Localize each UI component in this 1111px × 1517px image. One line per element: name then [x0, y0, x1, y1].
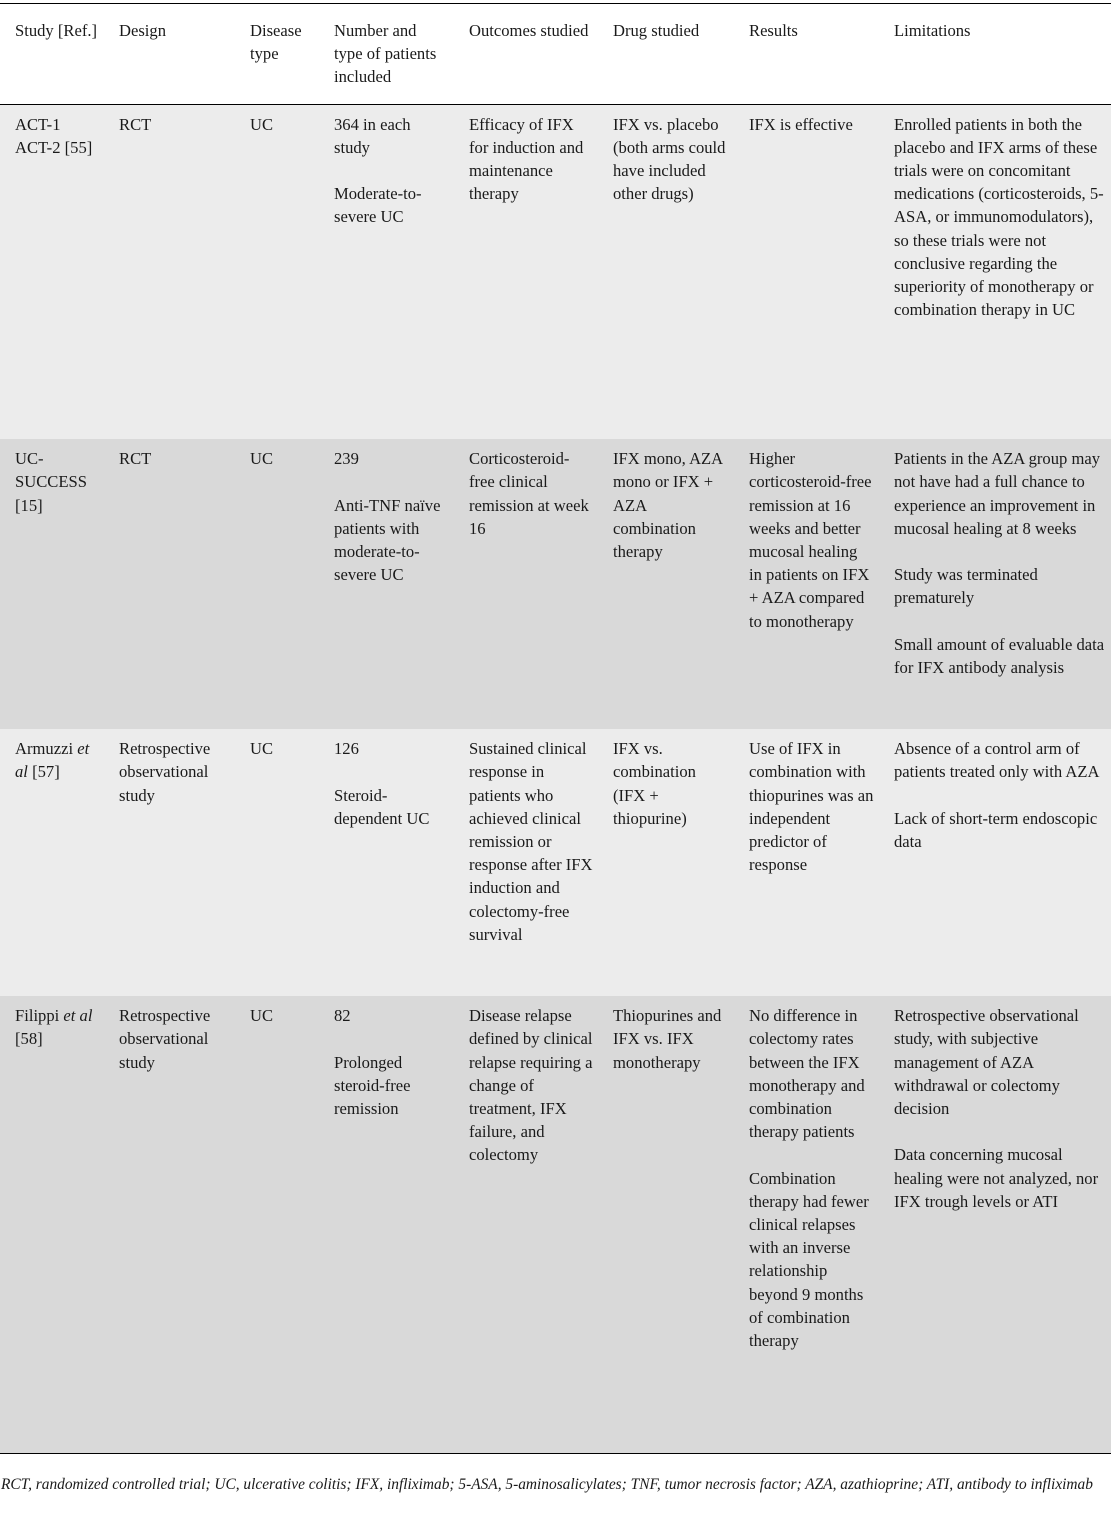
cell-design: RCT: [119, 449, 152, 469]
cell-design: RCT: [119, 114, 152, 134]
col-header-study: Study [Ref.]: [15, 21, 98, 40]
limitations-para: Lack of short-term endoscopic data: [894, 808, 1098, 851]
limitations-para: Study was terminated prematurely: [894, 565, 1038, 608]
limitations-para: Retrospective observational study, with subjective management of AZA withdrawal or colectomy decision: [894, 1006, 1079, 1118]
cell-results: [735, 104, 880, 439]
col-header-results: Results: [749, 21, 798, 40]
cell-drug: IFX vs. placebo (both arms could have included other drugs): [613, 114, 726, 204]
results-para: IFX is effective: [749, 114, 853, 134]
cell-limitations: [880, 439, 1111, 729]
cell-design: Retrospective observational study: [119, 1006, 211, 1072]
results-para: No difference in colectomy rates between the IFX monotherapy and combination therapy patients: [749, 1006, 865, 1142]
cell-patients: [320, 104, 455, 439]
cell-disease-type: UC: [250, 1006, 274, 1026]
limitations-para: Data concerning mucosal healing were not analyzed, nor IFX trough levels or ATI: [894, 1145, 1099, 1211]
studies-table: [0, 4, 1111, 1454]
patients-type: Prolonged steroid-free remission: [334, 1052, 411, 1118]
col-header-patients: Number and type of patients included: [334, 21, 437, 87]
table-row: [0, 439, 1111, 729]
patients-count: 364 in each study: [334, 114, 411, 157]
study-etal: et al: [15, 739, 90, 782]
col-header-design: Design: [119, 21, 167, 40]
cell-disease-type: UC: [250, 114, 274, 134]
cell-results: [735, 439, 880, 729]
limitations-para: Small amount of evaluable data for IFX antibody analysis: [894, 634, 1105, 677]
table-footnote: RCT, randomized controlled trial; UC, ulcerative colitis; IFX, infliximab; 5-ASA, 5-aminosalicylates; TNF, tumor necrosis factor; AZA, azathioprine; ATI, antibody to infliximab: [1, 1476, 1093, 1493]
table-row: [0, 729, 1111, 996]
results-para: Combination therapy had fewer clinical relapses with an inverse relationship beyond 9 months of combination therapy: [749, 1168, 869, 1350]
cell-outcomes: Efficacy of IFX for induction and maintenance therapy: [469, 114, 584, 204]
patients-count: 239: [334, 449, 359, 469]
cell-patients: [320, 996, 455, 1453]
cell-disease-type: UC: [250, 739, 274, 759]
study-ref: [58]: [15, 1029, 43, 1049]
patients-count: 82: [334, 1006, 351, 1026]
table-row: [0, 104, 1111, 439]
patients-type: Anti-TNF naïve patients with moderate-to-severe UC: [334, 495, 441, 585]
study-author: Filippi: [15, 1006, 60, 1026]
cell-outcomes: Disease relapse defined by clinical relapse requiring a change of treatment, IFX failure, and colectomy: [469, 1006, 593, 1165]
patients-type: Moderate-to-severe UC: [334, 184, 422, 227]
limitations-para: Absence of a control arm of patients treated only with AZA: [894, 739, 1100, 782]
cell-study: UC-SUCCESS [15]: [15, 449, 87, 515]
cell-disease-type: UC: [250, 449, 274, 469]
col-header-limitations: Limitations: [894, 21, 971, 40]
cell-design: Retrospective observational study: [119, 739, 211, 805]
patients-count: 126: [334, 739, 359, 759]
limitations-para: Enrolled patients in both the placebo and IFX arms of these trials were on concomitant medications (corticosteroids, 5-ASA, or immunomodulators), so these trials were not conclusive regarding the superiority of monotherapy or combination therapy in UC: [894, 114, 1104, 320]
limitations-para: Patients in the AZA group may not have had a full chance to experience an improvement in mucosal healing at 8 weeks: [894, 449, 1101, 538]
results-para: Higher corticosteroid-free remission at 16 weeks and better mucosal healing in patients on IFX + AZA compared to monotherapy: [749, 449, 872, 631]
cell-patients: [320, 439, 455, 729]
cell-results: [735, 996, 880, 1453]
cell-patients: [320, 729, 455, 996]
patients-type: Steroid-dependent UC: [334, 785, 430, 828]
cell-study: ACT-1 ACT-2 [55]: [15, 114, 93, 157]
cell-drug: IFX mono, AZA mono or IFX + AZA combination therapy: [613, 449, 723, 561]
cell-drug: IFX vs. combination (IFX + thiopurine): [613, 739, 696, 828]
cell-limitations: [880, 729, 1111, 996]
study-ref: [57]: [32, 762, 60, 782]
col-header-outcomes: Outcomes studied: [469, 21, 589, 40]
cell-study: [0, 996, 105, 1453]
study-author: Armuzzi: [15, 739, 74, 759]
study-etal: et al: [63, 1006, 93, 1026]
col-header-drug: Drug studied: [613, 21, 700, 40]
results-para: Use of IFX in combination with thiopurines was an independent predictor of response: [749, 739, 874, 875]
cell-results: [735, 729, 880, 996]
cell-limitations: [880, 996, 1111, 1453]
cell-outcomes: Corticosteroid-free clinical remission at week 16: [469, 449, 589, 538]
cell-drug: Thiopurines and IFX vs. IFX monotherapy: [613, 1006, 722, 1072]
header-row: [0, 4, 1111, 104]
col-header-disease-type: Disease type: [250, 21, 302, 64]
cell-outcomes: Sustained clinical response in patients who achieved clinical remission or response after IFX induction and colectomy-free survival: [469, 739, 593, 944]
cell-limitations: [880, 104, 1111, 439]
table-row: [0, 996, 1111, 1453]
cell-study: [0, 729, 105, 996]
